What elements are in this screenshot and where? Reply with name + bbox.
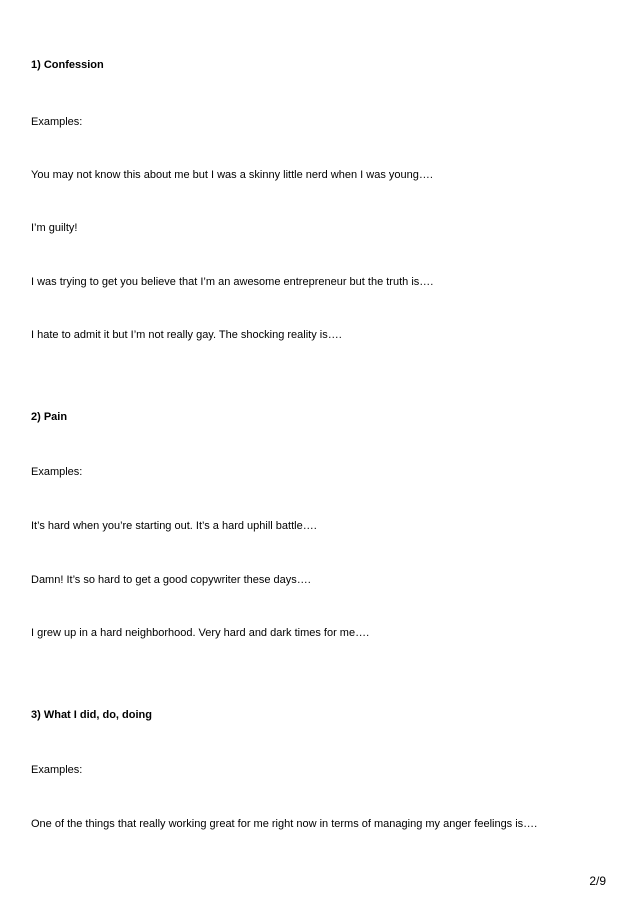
example-text: One of the things that really working great for me right now in terms of managing my anger feelings is…. [31,818,538,830]
example-text: Damn! It’s so hard to get a good copywriter these days…. [31,574,311,586]
example-text: I hate to admit it but I’m not really gay. The shocking reality is…. [31,329,342,341]
example-text: I grew up in a hard neighborhood. Very hard and dark times for me…. [31,627,370,639]
section-heading-pain: 2) Pain [31,411,68,423]
example-text: I’m guilty! [31,222,78,234]
section-heading-what-i-did: 3) What I did, do, doing [31,709,152,721]
section-heading-confession: 1) Confession [31,59,104,71]
example-text: I was trying to get you believe that I’m an awesome entrepreneur but the truth is…. [31,276,434,288]
examples-label: Examples: [31,764,83,776]
example-text: It’s hard when you’re starting out. It’s a hard uphill battle…. [31,520,317,532]
page-number: 2/9 [589,874,606,888]
example-text: You may not know this about me but I was a skinny little nerd when I was young…. [31,169,433,181]
examples-label: Examples: [31,116,83,128]
examples-label: Examples: [31,466,83,478]
